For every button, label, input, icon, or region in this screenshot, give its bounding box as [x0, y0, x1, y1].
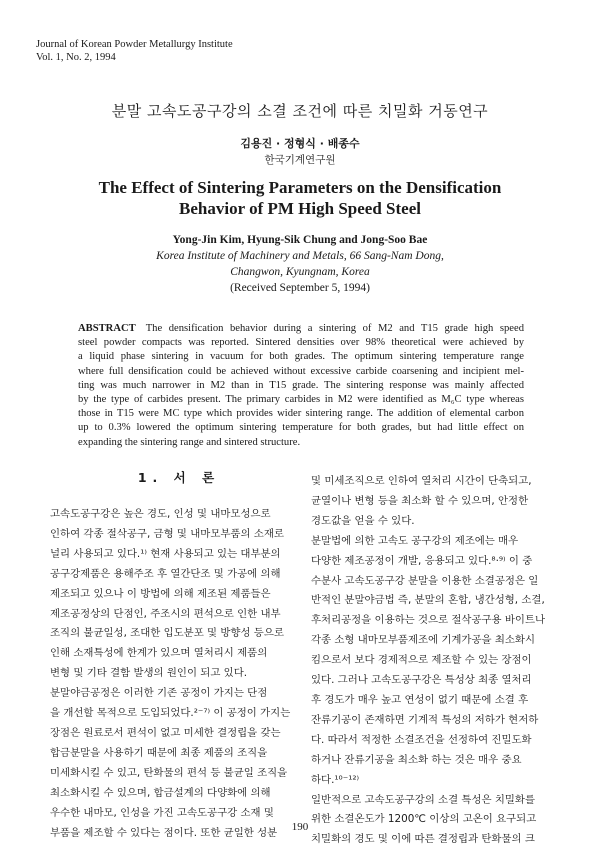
english-authors: Yong-Jin Kim, Hyung-Sik Chung and Jong-Soo Bae: [172, 234, 428, 246]
abstract-line: ting was much narrower in M2 than in T15 grade. The sintering response was mainly affected: [78, 379, 524, 391]
korean-affiliation: 한국기계연구원: [264, 154, 336, 166]
english-title-line: The Effect of Sintering Parameters on the Densification: [98, 178, 502, 197]
body-line: 치밀화의 경도 및 이에 따른 결정립과 탄화물의 크: [311, 833, 535, 846]
body-line: 분말야금공정은 이러한 기존 공정이 가지는 단점: [50, 687, 268, 700]
body-line: 각종 소형 내마모부품제조에 기계가공을 최소화시: [311, 634, 535, 647]
institution-line: Changwon, Kyungnam, Korea: [230, 266, 370, 278]
abstract-line: up to 0.3% lowered the optimum sintering temperature for both grades, but had little effect on: [78, 422, 524, 434]
body-line: 널리 사용되고 있다.¹⁾ 현재 사용되고 있는 대부분의: [50, 547, 281, 560]
journal-header: [36, 38, 233, 64]
body-line: 제조공정상의 단점인, 주조시의 편석으로 인한 내부: [50, 607, 281, 620]
body-line: 합금분말을 사용하기 때문에 최종 제품의 조직을: [50, 746, 268, 759]
body-line: 킴으로서 보다 경제적으로 제조할 수 있는 장점이: [311, 654, 532, 667]
body-line: 및 미세조직으로 인하여 열처리 시간이 단축되고,: [311, 475, 532, 487]
abstract-line: by the type of carbides present. The primary carbides in M2 were identified as M₆C type whereas: [78, 394, 524, 406]
body-line: 조직의 불균일성, 조대한 입도분포 및 방향성 등으로: [50, 627, 284, 640]
body-line: 하다.¹⁰⁻¹²⁾: [311, 773, 360, 786]
body-line: 을 개선할 목적으로 도입되었다.²⁻⁷⁾ 이 공정이 가지는: [50, 707, 291, 720]
abstract-line: a liquid phase sintering in vacuum for both grades. The optimum sintering temperature range: [78, 351, 524, 363]
received-date: (Received September 5, 1994): [230, 282, 370, 294]
body-line: 잔류기공이 존재하면 기계적 특성의 저하가 현저하: [311, 713, 539, 726]
page-number: 190: [291, 821, 309, 833]
journal-name: Journal of Korean Powder Metallurgy Institute: [36, 39, 233, 50]
body-line: 부품을 제조할 수 있다는 점이다. 또한 균일한 성분: [50, 826, 278, 839]
body-line: 균열이나 변형 등을 최소화 할 수 있으며, 안정한: [311, 494, 529, 507]
abstract-line: steel powder compacts was reported. Sintered densities over 98% theoretical were achieved by: [78, 337, 524, 349]
abstract: [78, 322, 524, 450]
abstract-label: ABSTRACT: [78, 323, 136, 334]
korean-title: 분말 고속도공구강의 소결 조건에 따른 치밀화 거동연구: [111, 102, 489, 120]
abstract-line: where full densification could be achieved without excessive carbide coarsening and incipient mel-: [78, 365, 524, 377]
abstract-line: [78, 322, 524, 336]
body-line: 다. 따라서 적정한 소결조건을 선정하여 진밀도화: [311, 733, 532, 746]
body-line: 있다. 그러나 고속도공구강은 특성상 최종 열처리: [311, 674, 532, 687]
body-line: 수분사 고속도공구강 분말을 이용한 소결공정은 일: [311, 574, 539, 587]
body-line: 미세화시킬 수 있고, 탄화물의 편석 등 불균일 조직을: [50, 766, 288, 779]
korean-authors: 김용진 · 정형식 · 배종수: [240, 137, 360, 150]
body-line: 제조되고 있으나 이 방법에 의해 제조된 제품들은: [50, 587, 271, 600]
english-title-line: Behavior of PM High Speed Steel: [179, 199, 421, 218]
body-line: 분말법에 의한 고속도 공구강의 제조에는 매우: [311, 534, 519, 547]
body-line: 일반적으로 고속도공구강의 소결 특성은 치밀화를: [311, 793, 535, 806]
body-line: 후처리공정을 이용하는 것으로 절삭공구용 바이트나: [311, 614, 546, 627]
institution-line: Korea Institute of Machinery and Metals, 66 Sang-Nam Dong,: [156, 250, 444, 262]
body-line: 다양한 제조공정이 개발, 응용되고 있다.⁸·⁹⁾ 이 중: [311, 554, 533, 567]
body-line: 우수한 내마모, 인성을 가진 고속도공구강 소재 및: [50, 806, 274, 819]
right-column: [311, 472, 569, 850]
body-line: 장점은 원료로서 편석이 없고 미세한 결정립을 갖는: [50, 726, 281, 739]
body-line: 고속도공구강은 높은 경도, 인성 및 내마모성으로: [50, 508, 271, 520]
abstract-text: The densification behavior during a sintering of M2 and T15 grade high speed: [145, 323, 524, 334]
body-line: 반적인 분말야금법 즉, 분말의 혼합, 냉간성형, 소결,: [311, 594, 545, 607]
body-line: 변형 및 기타 결함 발생의 원인이 되고 있다.: [50, 667, 248, 680]
body-line: 인하여 각종 절삭공구, 금형 및 내마모부품의 소재로: [50, 527, 284, 540]
abstract-line: expanding the sintering range and sintered structure.: [78, 436, 301, 448]
body-line: 하거나 잔류기공을 최소화 하는 것은 매우 중요: [311, 753, 522, 766]
body-line: 공구강제품은 용해주조 후 열간단조 및 가공에 의해: [50, 567, 281, 580]
body-line: 경도값을 얻을 수 있다.: [311, 514, 415, 527]
body-line: 최소화시킬 수 있으며, 합금설계의 다양화에 의해: [50, 786, 271, 799]
abstract-line: those in T15 were MC type which provides wider sintering range. The addition of elemental carbon: [78, 408, 524, 420]
body-line: 위한 소결온도가 1200℃ 이상의 고온이 요구되고: [311, 813, 537, 826]
journal-volume: Vol. 1, No. 2, 1994: [36, 52, 116, 63]
body-line: 인해 소재특성에 한계가 있으며 열처리시 제품의: [50, 647, 268, 660]
section-heading: 1. 서 론: [137, 470, 221, 485]
english-byline: [0, 232, 600, 296]
left-column: [50, 468, 308, 843]
english-title: [0, 177, 600, 219]
body-line: 후 경도가 매우 높고 연성이 없기 때문에 소결 후: [311, 693, 529, 706]
